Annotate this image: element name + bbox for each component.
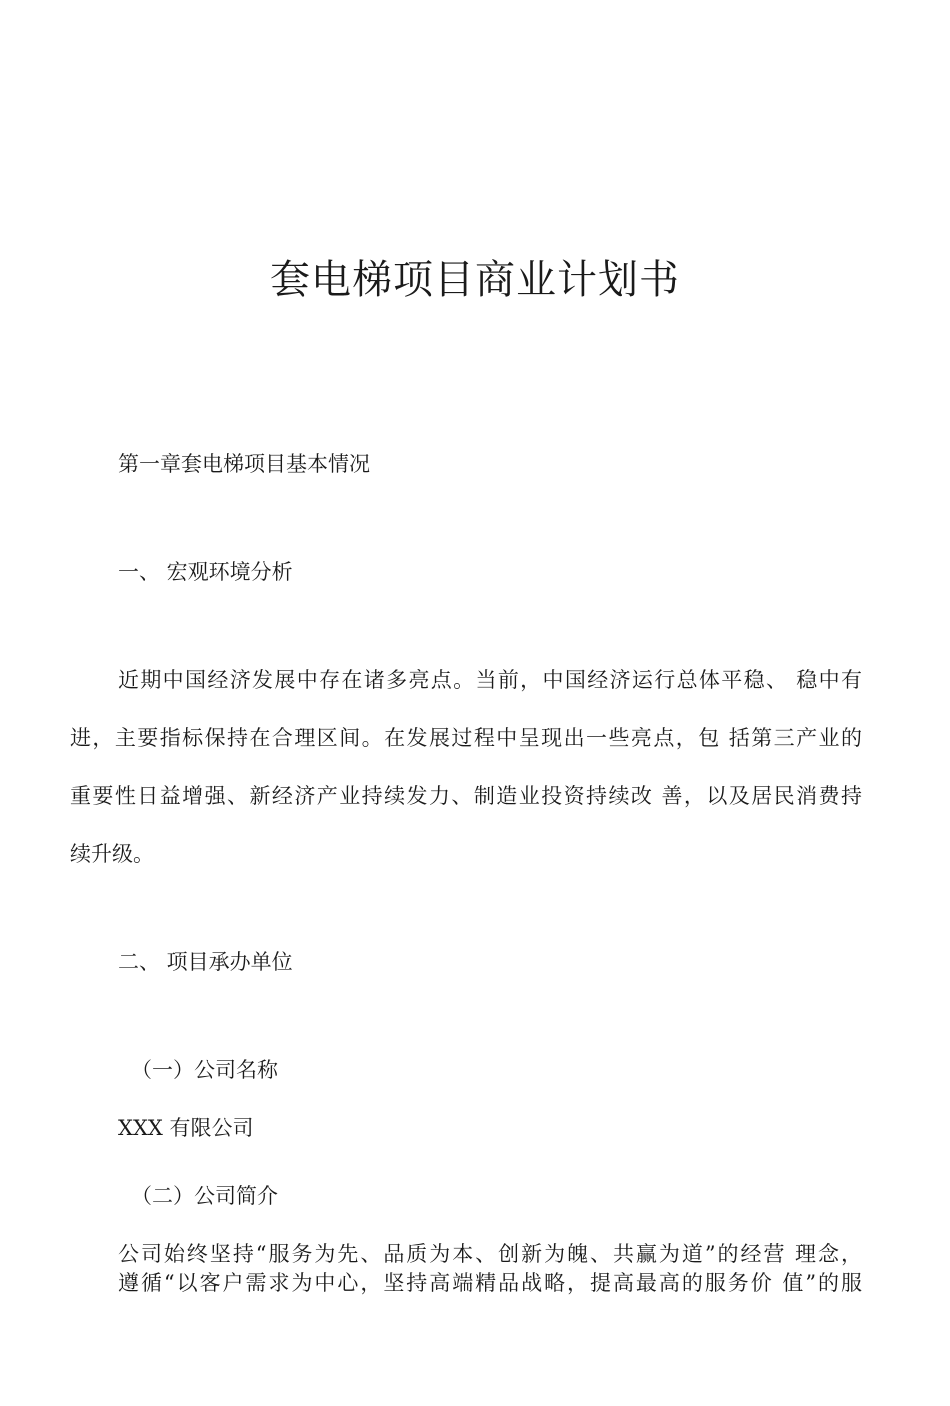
subheading-company-intro: （二）公司简介 xyxy=(131,1184,278,1208)
document-title: 套电梯项目商业计划书 xyxy=(270,257,680,303)
paragraph-line: 公司始终坚持“服务为先、品质为本、创新为魄、共赢为道”的经营 理念， xyxy=(118,1242,862,1266)
paragraph-line: 进，主要指标保持在合理区间。在发展过程中呈现出一些亮点，包 括第三产业的 xyxy=(70,726,862,750)
company-name-value: XXX 有限公司 xyxy=(118,1116,254,1140)
paragraph-line: 续升级。 xyxy=(70,842,154,866)
paragraph-line: 近期中国经济发展中存在诸多亮点。当前，中国经济运行总体平稳、 稳中有 xyxy=(118,668,862,692)
paragraph-line: 遵循“以客户需求为中心，坚持高端精品战略，提高最高的服务价 值”的服 xyxy=(118,1271,862,1295)
section-heading-macro-environment: 一、 宏观环境分析 xyxy=(118,560,293,584)
chapter-heading: 第一章套电梯项目基本情况 xyxy=(118,452,370,476)
section-heading-project-undertaker: 二、 项目承办单位 xyxy=(118,950,293,974)
paragraph-line: 重要性日益增强、新经济产业持续发力、制造业投资持续改 善，以及居民消费持 xyxy=(70,784,862,808)
subheading-company-name: （一）公司名称 xyxy=(131,1058,278,1082)
